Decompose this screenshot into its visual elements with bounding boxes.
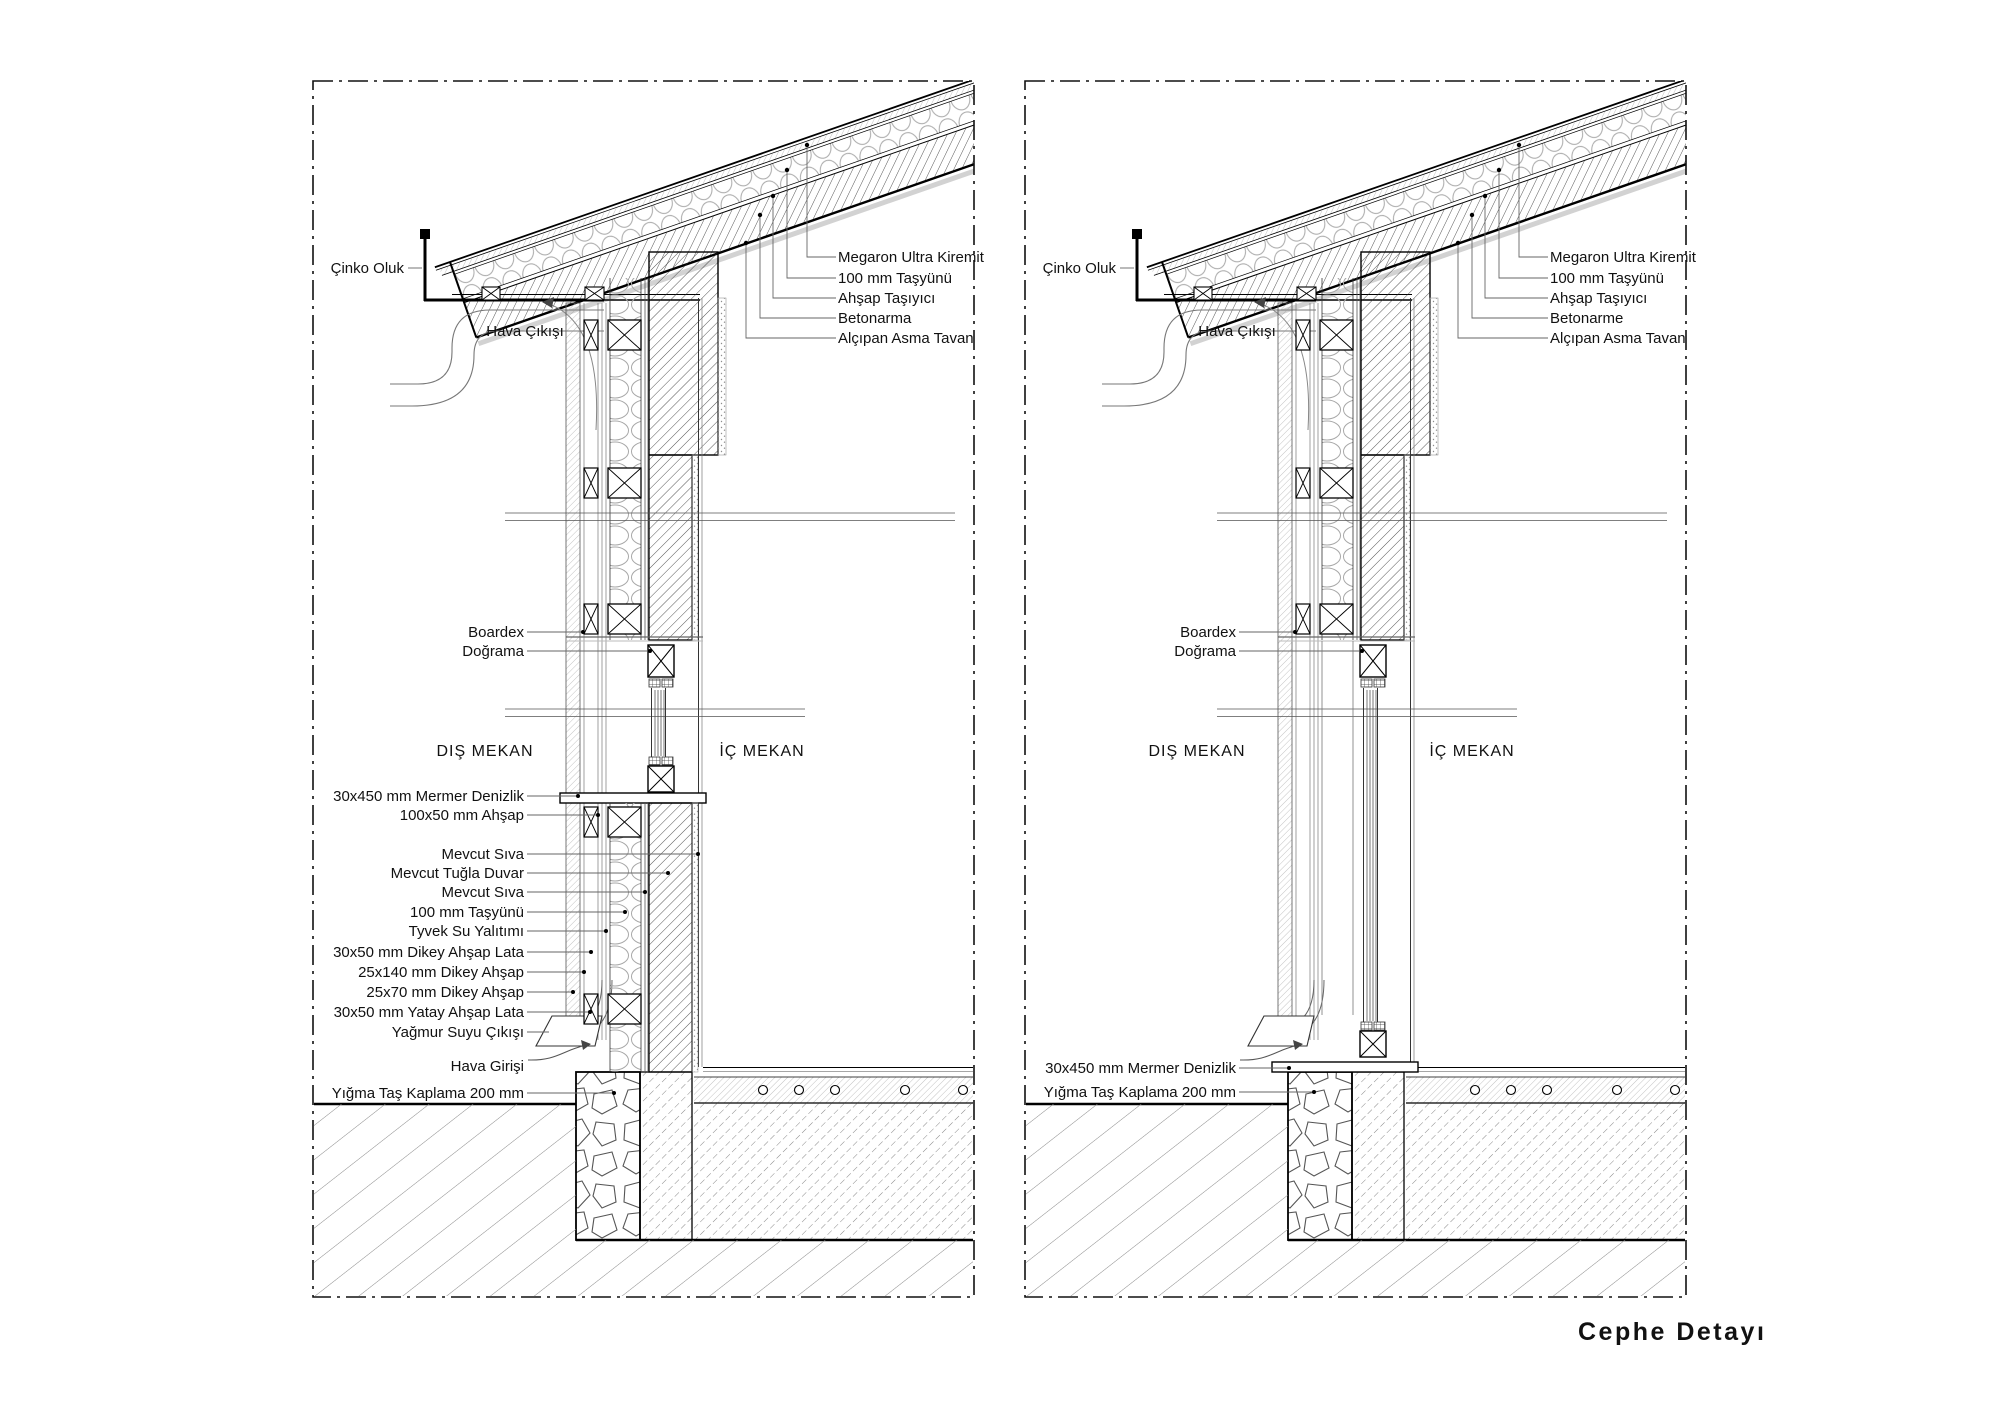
- label-outdoor: DIŞ MEKAN: [1148, 743, 1246, 760]
- label-wall-7: 25x70 mm Dikey Ahşap: [366, 984, 524, 1001]
- label-wall-3: 100 mm Taşyünü: [410, 904, 524, 921]
- label-roof-tile: Megaron Ultra Kiremit: [838, 249, 984, 266]
- label-sill: 30x450 mm Mermer Denizlik: [333, 788, 524, 805]
- label-air-outlet: Hava Çıkışı: [486, 323, 564, 340]
- label-roof-wool: 100 mm Taşyünü: [1550, 270, 1664, 287]
- label-air-outlet: Hava Çıkışı: [1198, 323, 1276, 340]
- label-wall-2: Mevcut Sıva: [441, 884, 524, 901]
- panel-right: [1025, 52, 1796, 1297]
- label-stone: Yığma Taş Kaplama 200 mm: [1043, 1084, 1236, 1101]
- label-frame: Doğrama: [1174, 643, 1236, 660]
- panel-right-window: [1272, 641, 1418, 1072]
- label-wall-8: 30x50 mm Yatay Ahşap Lata: [333, 1004, 524, 1021]
- label-roof-concrete: Betonarma: [838, 310, 912, 327]
- label-roof-tile: Megaron Ultra Kiremit: [1550, 249, 1696, 266]
- label-wall-6: 25x140 mm Dikey Ahşap: [358, 964, 524, 981]
- label-sill: 30x450 mm Mermer Denizlik: [1045, 1060, 1236, 1077]
- label-rain-outlet: Yağmur Suyu Çıkışı: [391, 1024, 524, 1041]
- sheet-title: Cephe Detayı: [1578, 1318, 1767, 1346]
- label-wall-5: 30x50 mm Dikey Ahşap Lata: [333, 944, 524, 961]
- label-gutter: Çinko Oluk: [1042, 260, 1116, 277]
- label-roof-ceiling: Alçıpan Asma Tavan: [838, 330, 974, 347]
- label-sill-wood: 100x50 mm Ahşap: [399, 807, 524, 824]
- label-indoor: İÇ MEKAN: [719, 743, 805, 760]
- panel-left-window: [560, 688, 706, 803]
- label-wall-4: Tyvek Su Yalıtımı: [408, 923, 524, 940]
- label-air-inlet: Hava Girişi: [450, 1058, 524, 1075]
- label-gutter: Çinko Oluk: [330, 260, 404, 277]
- label-boardex: Boardex: [1180, 624, 1236, 641]
- panel-left-lower-wall: [584, 803, 698, 1072]
- label-wall-1: Mevcut Tuğla Duvar: [390, 865, 524, 882]
- label-indoor: İÇ MEKAN: [1429, 743, 1515, 760]
- marble-sill: [1272, 1062, 1418, 1072]
- label-stone: Yığma Taş Kaplama 200 mm: [331, 1085, 524, 1102]
- panel-left-drawing: [314, 52, 1084, 1296]
- panel-right-drawing: [1026, 52, 1796, 1296]
- label-roof-concrete: Betonarme: [1550, 310, 1624, 327]
- label-outdoor: DIŞ MEKAN: [436, 743, 534, 760]
- label-roof-timber: Ahşap Taşıyıcı: [838, 290, 936, 307]
- label-boardex: Boardex: [468, 624, 524, 641]
- label-frame: Doğrama: [462, 643, 524, 660]
- label-roof-ceiling: Alçıpan Asma Tavan: [1550, 330, 1686, 347]
- label-roof-timber: Ahşap Taşıyıcı: [1550, 290, 1648, 307]
- label-roof-wool: 100 mm Taşyünü: [838, 270, 952, 287]
- label-wall-0: Mevcut Sıva: [441, 846, 524, 863]
- panel-left: [313, 52, 1084, 1297]
- marble-sill: [560, 793, 706, 803]
